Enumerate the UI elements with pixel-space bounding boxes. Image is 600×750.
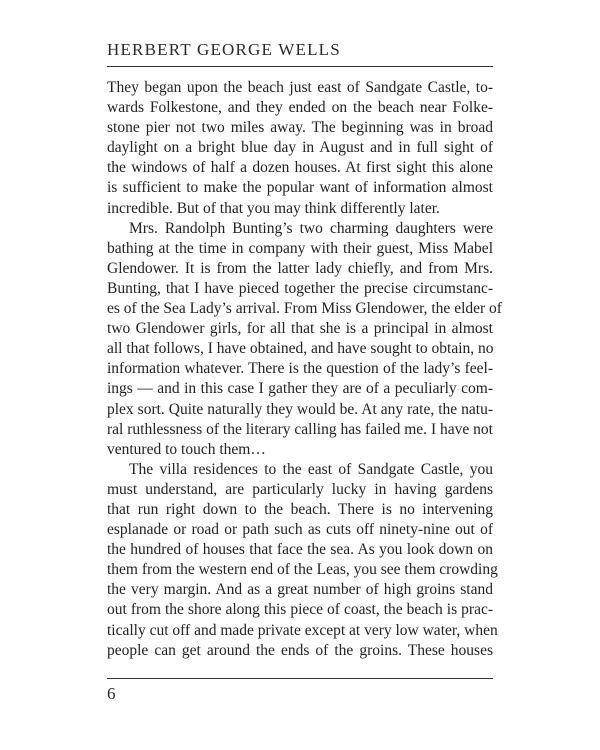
text-line: Mrs. Randolph Bunting’s two charming daughters were bbox=[129, 219, 493, 237]
text-line: bathing at the time in company with their guest, Miss Mabel bbox=[107, 239, 493, 257]
text-line: the windows of half a dozen houses. At first sight this alone bbox=[107, 159, 493, 177]
text-line: all that follows, I have obtained, and have sought to obtain, no bbox=[107, 340, 494, 358]
text-line: wards Folkestone, and they ended on the beach near Folke- bbox=[107, 99, 493, 117]
text-line: information whatever. There is the question of the lady’s feel- bbox=[107, 360, 493, 378]
text-line: tically cut off and made private except at very low water, when bbox=[107, 621, 498, 639]
text-line: two Glendower girls, for all that she is a principal in almost bbox=[107, 320, 493, 338]
text-line: esplanade or road or path such as cuts off ninety-nine out of bbox=[107, 521, 493, 539]
text-line: ral ruthlessness of the literary calling has failed me. I have not bbox=[107, 420, 493, 438]
page-number: 6 bbox=[107, 684, 116, 703]
text-line: that run right down to the beach. There is no intervening bbox=[107, 500, 493, 518]
text-line: incredible. But of that you may think differently later. bbox=[107, 199, 440, 217]
text-line: The villa residences to the east of Sandgate Castle, you bbox=[129, 460, 493, 478]
header-rule bbox=[107, 66, 493, 67]
text-line: people can get around the ends of the groins. These houses bbox=[107, 641, 493, 659]
text-line: es of the Sea Lady’s arrival. From Miss Glendower, the elder of bbox=[107, 300, 502, 318]
text-line: plex sort. Quite naturally they would be. At any rate, the natu- bbox=[107, 400, 493, 418]
text-line: daylight on a bright blue day in August and in full sight of bbox=[107, 139, 493, 157]
text-line: ings — and in this case I gather they are of a peculiarly com- bbox=[107, 380, 493, 398]
text-line: ventured to touch them… bbox=[107, 440, 266, 458]
text-line: stone pier not two miles away. The beginning was in broad bbox=[107, 119, 493, 137]
text-line: the hundred of houses that face the sea. As you look down on bbox=[107, 541, 493, 559]
text-line: Bunting, that I have pieced together the precise circumstanc- bbox=[107, 279, 493, 297]
text-line: is sufficient to make the popular want of information almost bbox=[107, 179, 493, 197]
text-line: Glendower. It is from the latter lady chiefly, and from Mrs. bbox=[107, 259, 493, 277]
text-line: must understand, are particularly lucky in having gardens bbox=[107, 480, 493, 498]
footer-rule bbox=[107, 678, 493, 679]
body-text bbox=[107, 78, 502, 661]
running-head: HERBERT GEORGE WELLS bbox=[107, 40, 341, 59]
text-line: the very margin. And as a great number of high groins stand bbox=[107, 581, 493, 599]
text-line: They began upon the beach just east of Sandgate Castle, to- bbox=[107, 79, 493, 96]
text-line: out from the shore along this piece of coast, the beach is prac- bbox=[107, 601, 493, 619]
text-line: them from the western end of the Leas, you see them crowding bbox=[107, 561, 498, 579]
